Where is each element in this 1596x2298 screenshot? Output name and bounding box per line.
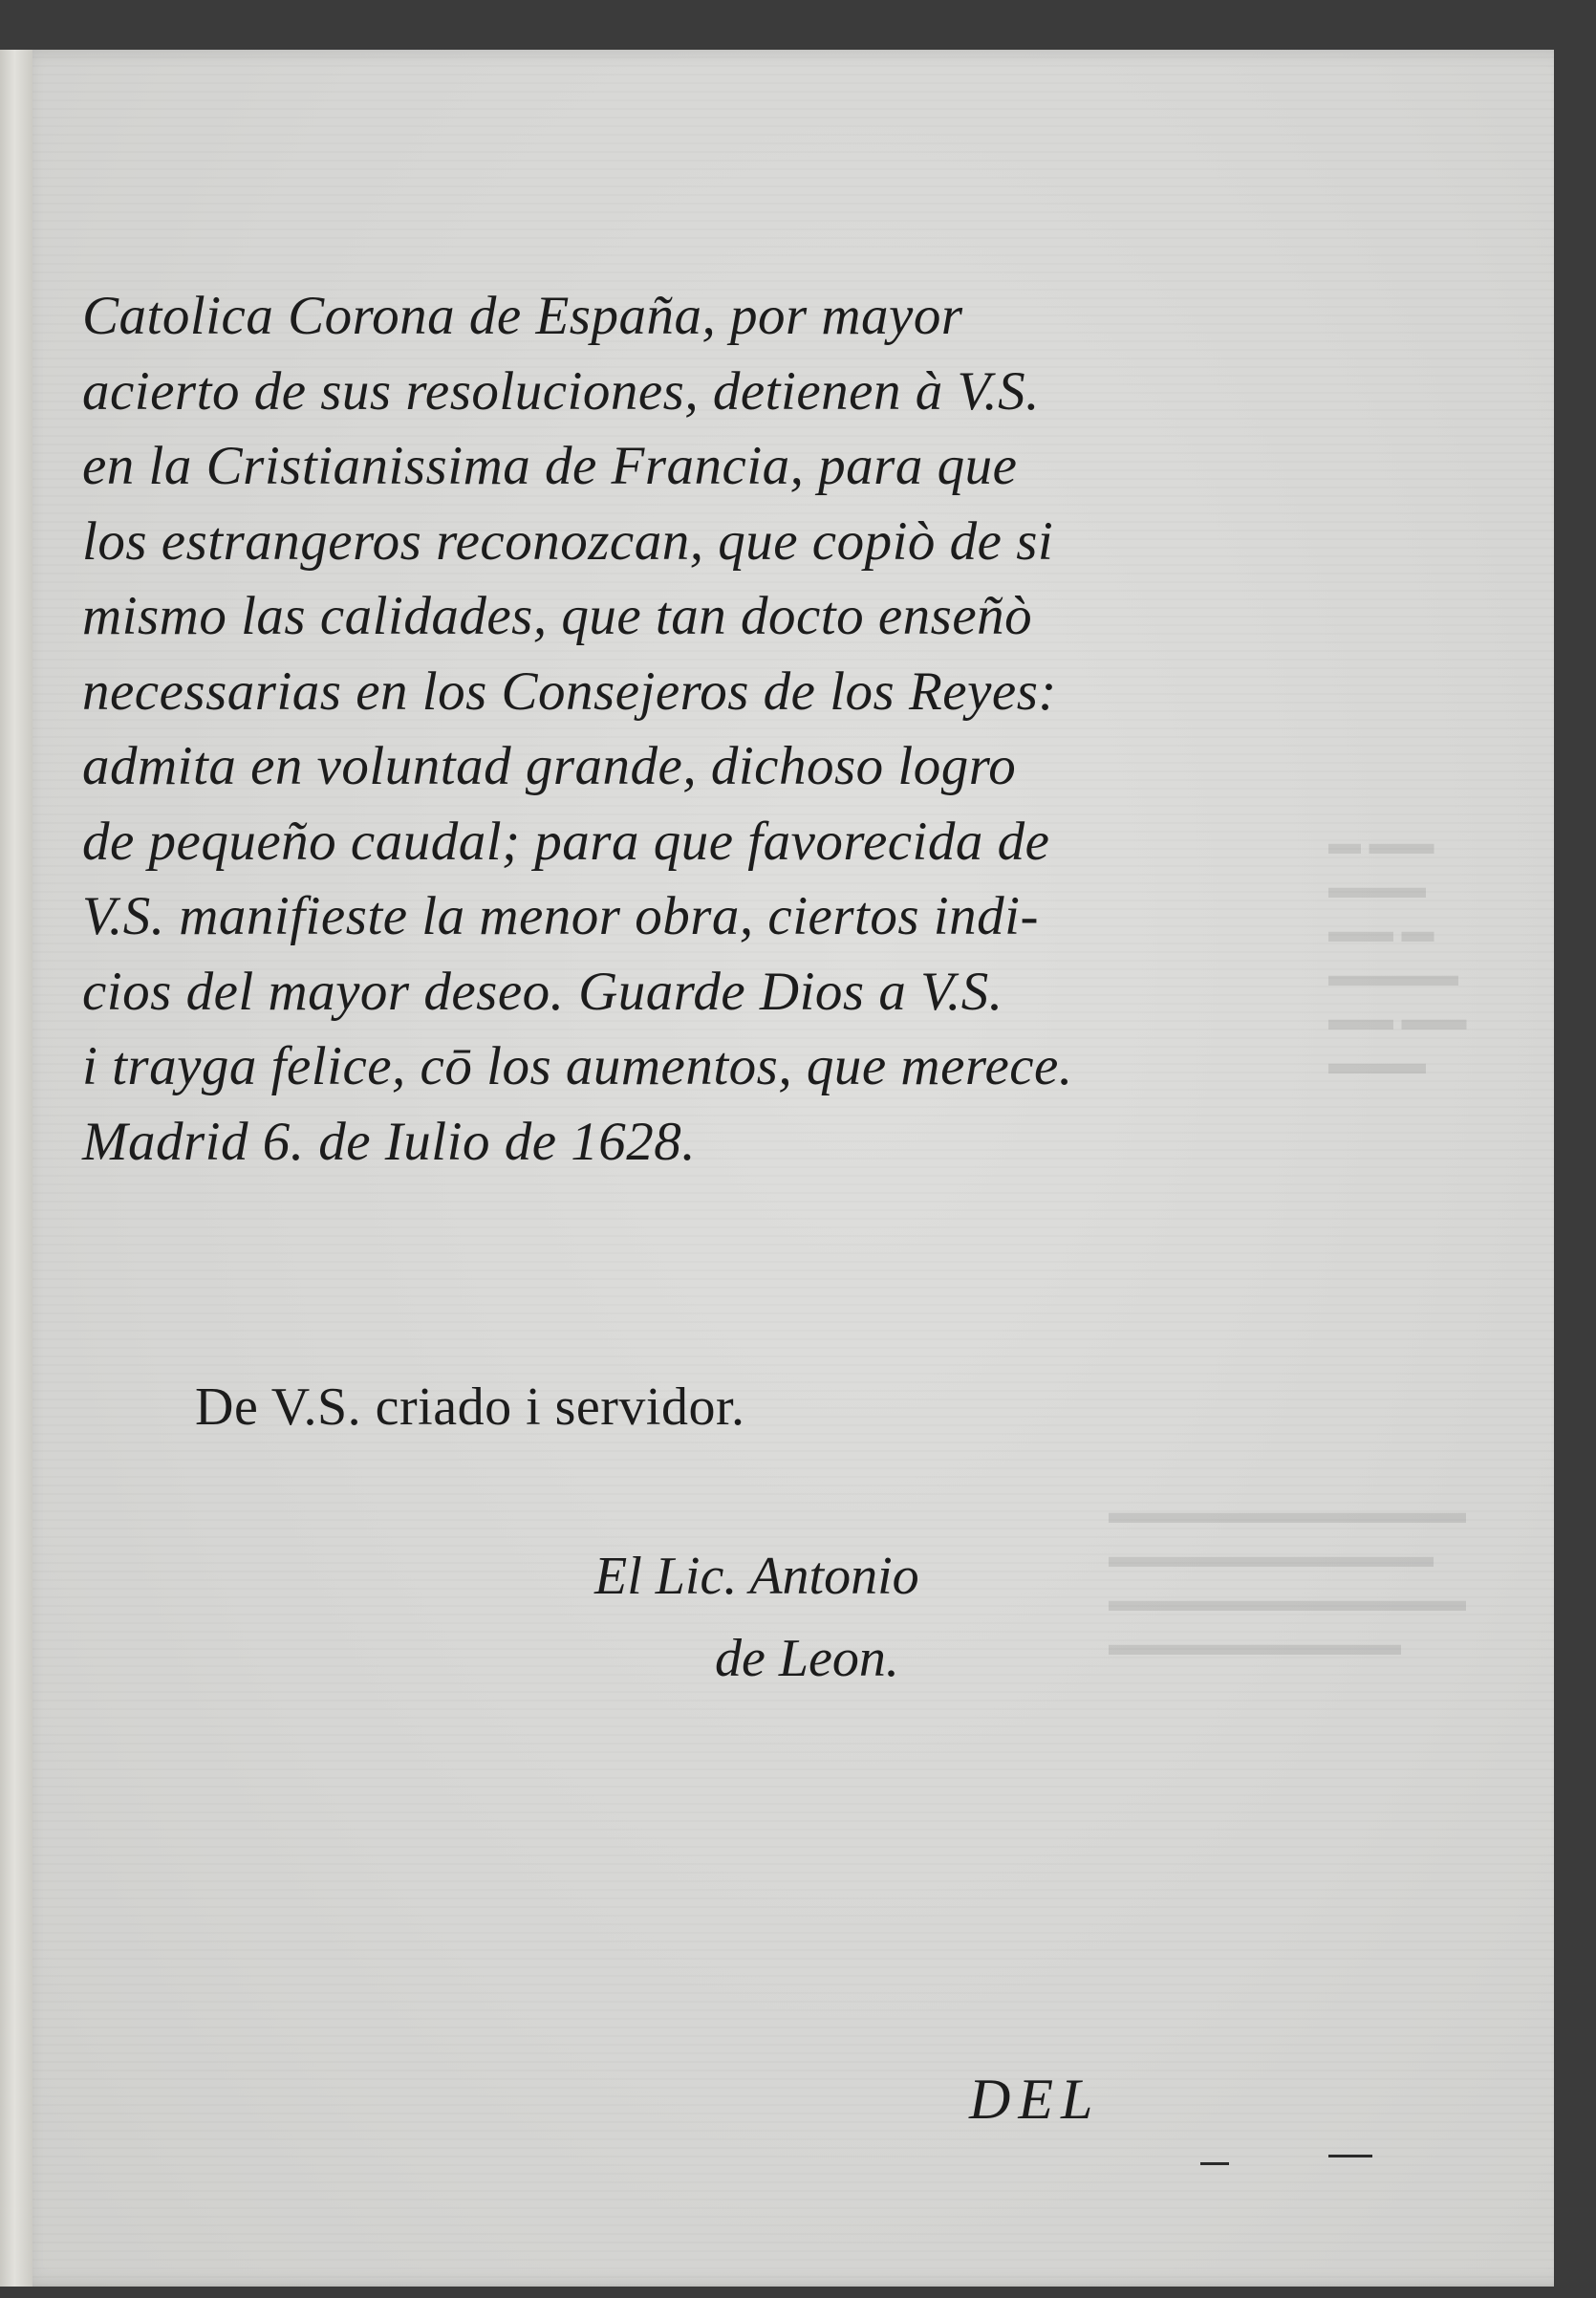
body-line: necessarias en los Consejeros de los Reyes: <box>82 661 1057 722</box>
signature-name: El Lic. Antonio <box>594 1547 919 1606</box>
binding-edge <box>0 50 32 2287</box>
body-line: V.S. manifieste la menor obra, ciertos indi- <box>82 886 1039 946</box>
body-line: Catolica Corona de España, por mayor <box>82 286 963 346</box>
body-line: mismo las calidades, que tan docto enseñò <box>82 586 1033 646</box>
body-line: i trayga felice, cō los aumentos, que merece. <box>82 1036 1073 1096</box>
signature-block <box>594 1535 919 1700</box>
closing-salutation: De V.S. criado i servidor. <box>195 1377 745 1437</box>
show-through-texture: ▬ ▬▬ ▬▬▬ ▬▬ ▬ ▬▬▬▬ ▬▬ ▬▬ ▬▬▬ <box>1328 826 1467 1081</box>
dateline: Madrid 6. de Iulio de 1628. <box>82 1111 697 1172</box>
body-line: acierto de sus resoluciones, detienen à V.S. <box>82 360 1040 422</box>
body-line: en la Cristianissima de Francia, para que <box>82 436 1018 496</box>
printer-mark <box>1328 2155 1372 2157</box>
body-line: cios del mayor deseo. Guarde Dios a V.S. <box>82 961 1003 1022</box>
catchword: DEL <box>969 2068 1101 2131</box>
body-line: admita en voluntad grande, dichoso logro <box>82 736 1017 796</box>
show-through-texture: ▬▬▬▬▬▬▬▬▬▬▬ ▬▬▬▬▬▬▬▬▬▬ ▬▬▬▬▬▬▬▬▬▬▬ ▬▬▬▬▬▬▬▬▬ <box>1109 1495 1466 1662</box>
body-line: de pequeño caudal; para que favorecida de <box>82 811 1050 872</box>
letter-body <box>82 279 1153 1180</box>
printer-mark <box>1200 2162 1229 2165</box>
signature-surname: de Leon. <box>715 1629 899 1688</box>
body-line: los estrangeros reconozcan, que copiò de si <box>82 510 1054 572</box>
